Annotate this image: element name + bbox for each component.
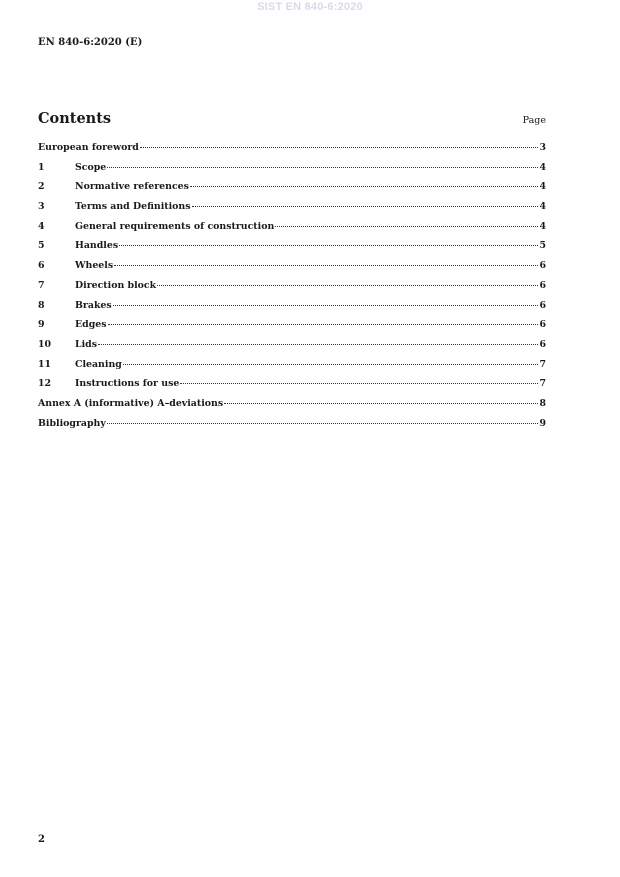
toc-entry-page[interactable]: 6 [539, 279, 546, 291]
toc-entry-title[interactable]: Instructions for use [75, 378, 180, 390]
toc-dot-leader [180, 383, 538, 384]
toc-entry[interactable] [38, 300, 546, 320]
toc-entry-number: 2 [38, 181, 45, 193]
toc-entry[interactable] [38, 378, 546, 398]
toc-entry-page[interactable]: 4 [539, 201, 546, 213]
toc-entry-page[interactable]: 6 [539, 260, 546, 272]
toc-entry-title[interactable]: Direction block [75, 279, 157, 291]
toc-entry[interactable] [38, 240, 546, 260]
toc-entry-title[interactable]: Scope [75, 161, 107, 173]
toc-entry-title[interactable]: Handles [75, 240, 119, 252]
toc-dot-leader [123, 364, 539, 365]
toc-dot-leader [275, 226, 538, 227]
toc-entry-page[interactable]: 9 [539, 417, 546, 429]
toc-entry[interactable] [38, 319, 546, 339]
toc-entry[interactable] [38, 280, 546, 300]
toc-entry[interactable] [38, 201, 546, 221]
watermark: SIST EN 840-6:2020 [257, 1, 363, 13]
document-id: EN 840-6:2020 (E) [38, 37, 143, 48]
toc-entry-number: 1 [38, 161, 45, 173]
toc-entry[interactable] [38, 398, 546, 418]
toc-entry-title[interactable]: General requirements of construction [75, 220, 275, 232]
toc-entry[interactable] [38, 359, 546, 379]
toc-entry-title[interactable]: Normative references [75, 181, 189, 193]
toc-entry-page[interactable]: 4 [539, 181, 546, 193]
toc-entry[interactable] [38, 418, 546, 438]
toc-entry-title[interactable]: Edges [75, 319, 107, 331]
toc-entry-page[interactable]: 7 [539, 378, 546, 390]
toc-dot-leader [113, 305, 539, 306]
toc-entry[interactable] [38, 142, 546, 162]
toc-entry-page[interactable]: 4 [539, 161, 546, 173]
toc-dot-leader [98, 344, 538, 345]
toc-entry-number: 11 [38, 358, 52, 370]
toc-entry-number: 12 [38, 378, 52, 390]
toc-entry[interactable] [38, 221, 546, 241]
toc-entry-page[interactable]: 6 [539, 338, 546, 350]
toc-entry-number: 6 [38, 260, 45, 272]
toc-entry[interactable] [38, 162, 546, 182]
toc-entry-title[interactable]: Cleaning [75, 358, 122, 370]
toc-entry-page[interactable]: 5 [539, 240, 546, 252]
page-column-label: Page [522, 115, 546, 126]
toc-dot-leader [157, 285, 538, 286]
toc-dot-leader [107, 423, 539, 424]
toc-entry-number: 3 [38, 201, 45, 213]
toc-entry[interactable] [38, 181, 546, 201]
toc-entry-number: 8 [38, 299, 45, 311]
toc-dot-leader [107, 167, 538, 168]
table-of-contents [38, 142, 546, 437]
toc-entry-title[interactable]: Lids [75, 338, 97, 350]
toc-entry-page[interactable]: 4 [539, 220, 546, 232]
toc-entry-title[interactable]: Wheels [75, 260, 114, 272]
toc-dot-leader [119, 245, 538, 246]
toc-entry[interactable] [38, 339, 546, 359]
toc-entry-title[interactable]: Terms and Definitions [75, 201, 191, 213]
toc-entry[interactable] [38, 260, 546, 280]
contents-heading: Contents [38, 110, 112, 127]
toc-entry-number: 9 [38, 319, 45, 331]
toc-dot-leader [140, 147, 539, 148]
toc-entry-number: 5 [38, 240, 45, 252]
toc-dot-leader [108, 324, 539, 325]
toc-entry-page[interactable]: 6 [539, 299, 546, 311]
toc-dot-leader [192, 206, 539, 207]
toc-entry-page[interactable]: 3 [539, 142, 546, 153]
toc-entry-number: 7 [38, 279, 45, 291]
toc-entry-number: 4 [38, 220, 45, 232]
toc-dot-leader [114, 265, 538, 266]
toc-entry-number: 10 [38, 338, 52, 350]
toc-dot-leader [224, 403, 538, 404]
toc-entry-title[interactable]: European foreword [38, 142, 139, 153]
toc-entry-title[interactable]: Bibliography [38, 417, 106, 429]
toc-entry-title[interactable]: Brakes [75, 299, 112, 311]
toc-dot-leader [190, 186, 539, 187]
page-number: 2 [38, 834, 45, 845]
toc-entry-page[interactable]: 7 [539, 358, 546, 370]
toc-entry-page[interactable]: 6 [539, 319, 546, 331]
toc-entry-page[interactable]: 8 [539, 397, 546, 409]
toc-entry-title[interactable]: Annex A (informative) A–deviations [38, 397, 224, 409]
